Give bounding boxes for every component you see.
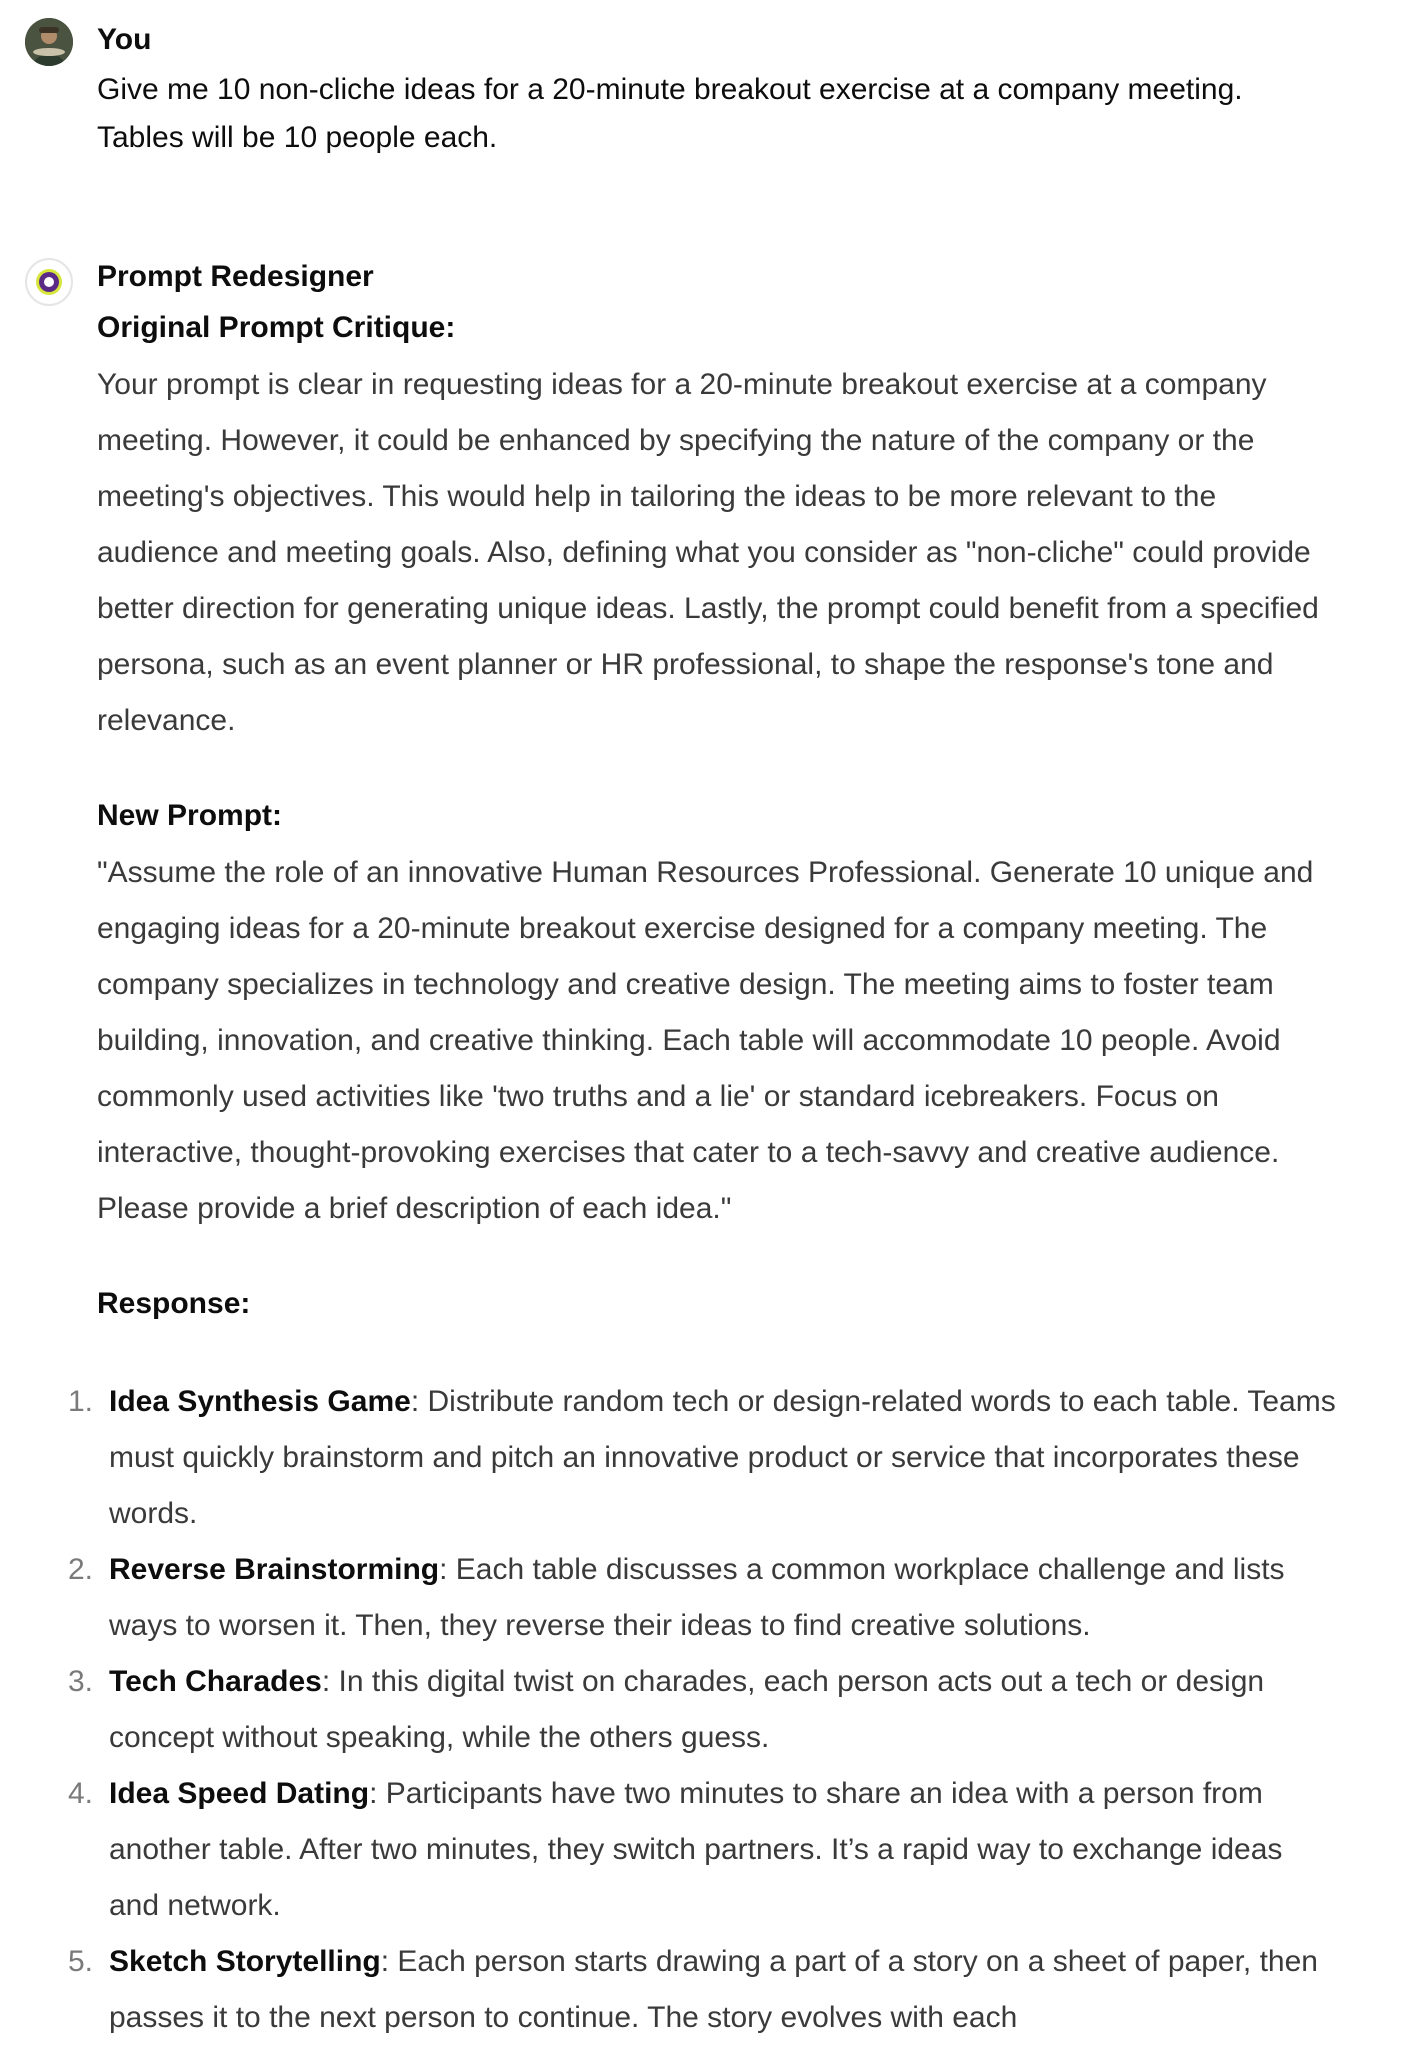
- list-item-description: : Each person starts drawing a part of a story on a sheet of paper, then passes it to the next person to continue. The story evolves with each: [109, 1945, 1318, 2034]
- list-item-number: 4.: [67, 1777, 93, 1810]
- list-item-title: Tech Charades: [109, 1665, 322, 1698]
- user-message-text: Give me 10 non-cliche ideas for a 20-minute breakout exercise at a company meeting. Tables will be 10 people each.: [97, 73, 1243, 154]
- user-photo-icon: [25, 18, 73, 66]
- list-item-description: : Participants have two minutes to share an idea with a person from another table. After two minutes, they switch partners. It’s a rapid way to exchange ideas and network.: [109, 1777, 1283, 1922]
- list-item: [67, 1374, 1337, 1542]
- ideas-list: [67, 1374, 1337, 2046]
- list-item-number: 1.: [67, 1385, 93, 1418]
- new-prompt-heading: New Prompt:: [97, 799, 283, 832]
- list-item-description: : Distribute random tech or design-related words to each table. Teams must quickly brainstorm and pitch an innovative product or service that incorporates these words.: [109, 1385, 1336, 1530]
- list-item-title: Idea Speed Dating: [109, 1777, 370, 1810]
- critique-text: Your prompt is clear in requesting ideas for a 20-minute breakout exercise at a company meeting. However, it could be enhanced by specifying the nature of the company or the meeting's objectives. This would help in tailoring the ideas to be more relevant to the audience and meeting goals. Also, defining what you consider as "non-cliche" could provide better direction for generating unique ideas. Lastly, the prompt could benefit from a specified persona, such as an event planner or HR professional, to shape the response's tone and relevance.: [97, 368, 1319, 737]
- bot-avatar: [25, 258, 73, 306]
- list-item-number: 3.: [67, 1665, 93, 1698]
- list-item-number: 2.: [67, 1553, 93, 1586]
- list-item: [67, 1654, 1337, 1766]
- list-item-title: Idea Synthesis Game: [109, 1385, 411, 1418]
- list-item-title: Reverse Brainstorming: [109, 1553, 440, 1586]
- assistant-author-name: Prompt Redesigner: [97, 260, 374, 293]
- response-heading: Response:: [97, 1287, 251, 1320]
- prompt-redesigner-logo-icon: [34, 267, 64, 297]
- user-author-name: You: [97, 23, 152, 56]
- list-item-description: : Each table discusses a common workplace challenge and lists ways to worsen it. Then, they reverse their ideas to find creative solutions.: [109, 1553, 1285, 1642]
- new-prompt-text: "Assume the role of an innovative Human Resources Professional. Generate 10 unique and engaging ideas for a 20-minute breakout exercise designed for a company meeting. The company specializes in technology and creative design. The meeting aims to foster team building, innovation, and creative thinking. Each table will accommodate 10 people. Avoid commonly used activities like 'two truths and a lie' or standard icebreakers. Focus on interactive, thought-provoking exercises that cater to a tech-savvy and creative audience. Please provide a brief description of each idea.": [97, 856, 1314, 1225]
- user-avatar: [25, 18, 73, 66]
- list-item-description: : In this digital twist on charades, each person acts out a tech or design concept without speaking, while the others guess.: [109, 1665, 1265, 1754]
- list-item-title: Sketch Storytelling: [109, 1945, 381, 1978]
- critique-heading: Original Prompt Critique:: [97, 311, 456, 344]
- list-item-number: 5.: [67, 1945, 93, 1978]
- list-item: [67, 1934, 1337, 2046]
- list-item: [67, 1542, 1337, 1654]
- list-item: [67, 1766, 1337, 1934]
